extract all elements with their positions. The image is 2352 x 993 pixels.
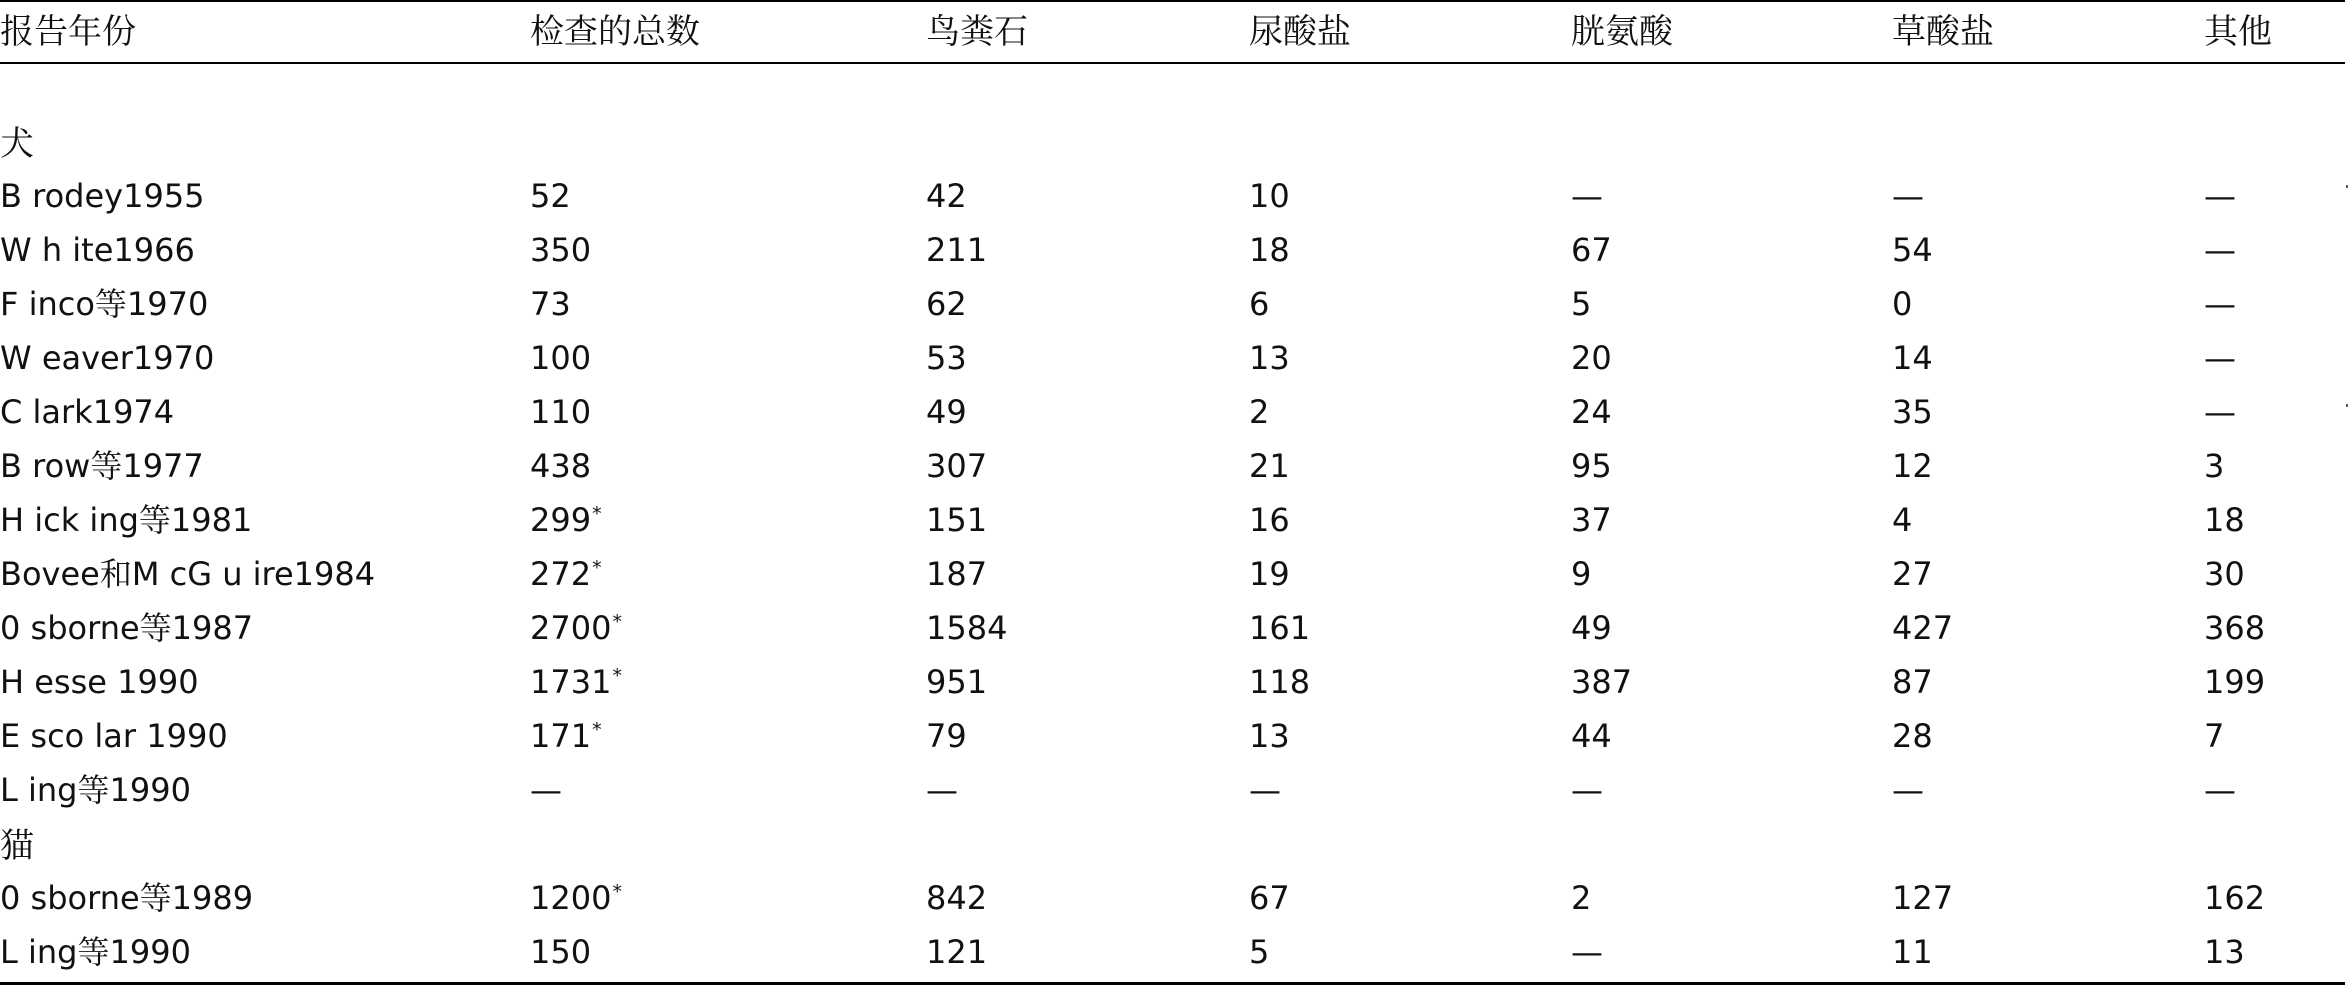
cell-cystine-text: — [1571,771,1603,809]
cell-oxalate-text: 11 [1892,933,1933,971]
cell-oxalate-text: 4 [1892,501,1913,539]
cell-other [2204,662,2265,702]
cell-report [0,554,375,594]
cell-urate-text: 6 [1249,285,1270,323]
cell-cystine-text: 67 [1571,231,1612,269]
cell-total-text: 100 [530,339,592,377]
cell-report [0,500,252,540]
table-top-rule [0,0,2345,2]
cell-urate-text: 18 [1249,231,1290,269]
header-cystine: 胱氨酸 [1571,12,1673,52]
cell-urate [1249,716,1290,756]
footnote-asterisk: * [592,503,602,525]
cell-total [530,392,592,432]
cell-struvite-text: 121 [926,933,988,971]
cell-struvite [926,878,987,918]
cell-urate [1249,662,1310,702]
cell-cystine-text: 387 [1571,663,1633,701]
cell-report [0,770,191,810]
cell-report [0,392,174,432]
cell-struvite [926,662,987,702]
cell-total [530,716,602,756]
cell-report-text: 0 sborne等1989 [0,879,254,917]
cell-urate [1249,608,1310,648]
cell-oxalate [1892,662,1933,702]
cell-struvite [926,500,987,540]
cell-total-text: 272 [530,555,592,593]
cell-report-text: H esse 1990 [0,663,199,701]
cell-total [530,284,572,324]
cell-cystine [1571,770,1603,810]
cell-total [530,230,592,270]
cell-total [530,608,622,648]
cell-oxalate [1892,608,1953,648]
cell-cystine [1571,878,1591,918]
cell-other [2204,932,2245,972]
cell-oxalate-text: — [1892,771,1924,809]
cell-urate-text: — [1249,771,1281,809]
cell-total-text: 350 [530,231,592,269]
cell-total-text: 150 [530,933,592,971]
cell-report [0,338,214,378]
cell-cystine [1571,230,1612,270]
cell-oxalate [1892,284,1912,324]
cell-total-text: 73 [530,285,571,323]
cell-report-text: B row等1977 [0,447,204,485]
cell-other-text: 7 [2204,717,2225,755]
header-rule [0,62,2345,64]
cell-report [0,446,204,486]
header-other: 其他 [2204,12,2272,52]
cell-cystine [1571,446,1612,486]
cell-other-text: 3 [2204,447,2225,485]
cell-report-text: B rodey1955 [0,177,205,215]
cell-report-text: L ing等1990 [0,933,191,971]
cell-oxalate [1892,554,1933,594]
cell-other [2204,554,2245,594]
cell-urate-text: 5 [1249,933,1270,971]
cell-other [2204,878,2265,918]
cell-oxalate-text: 28 [1892,717,1933,755]
cell-struvite-text: 307 [926,447,988,485]
cell-struvite-text: 49 [926,393,967,431]
cell-urate-text: 118 [1249,663,1311,701]
cell-other-text: — [2204,339,2236,377]
cell-cystine-text: 44 [1571,717,1612,755]
cell-oxalate-text: 35 [1892,393,1933,431]
cell-total-text: 1200 [530,879,612,917]
cell-report [0,284,208,324]
cell-other-text: 199 [2204,663,2266,701]
cell-total [530,770,563,810]
cell-oxalate [1892,770,1924,810]
cell-urate-text: 13 [1249,717,1290,755]
section-label: 猫 [0,826,34,866]
cell-total [530,878,622,918]
cell-total [530,176,572,216]
cell-oxalate [1892,500,1912,540]
cell-cystine [1571,176,1603,216]
cell-struvite [926,716,967,756]
cell-struvite [926,554,987,594]
cell-report [0,716,228,756]
header-report-year: 报告年份 [0,12,136,52]
cell-report-text: Bovee和M cG u ire1984 [0,555,376,593]
cell-total-text: 438 [530,447,592,485]
cell-total [530,662,622,702]
cell-struvite-text: 151 [926,501,988,539]
cell-urate-text: 67 [1249,879,1290,917]
cell-report-text: 0 sborne等1987 [0,609,254,647]
cell-struvite [926,446,987,486]
cell-other-text: — [2204,177,2236,215]
cell-report-text: F inco等1970 [0,285,209,323]
cell-oxalate [1892,230,1933,270]
cell-other-text: — [2204,231,2236,269]
cell-struvite [926,284,967,324]
cell-total [530,338,592,378]
cell-report [0,608,253,648]
cell-urate [1249,554,1290,594]
cell-oxalate-text: 27 [1892,555,1933,593]
cell-other [2204,500,2245,540]
cell-other [2204,284,2236,324]
footnote-asterisk: * [612,665,622,687]
cell-oxalate [1892,878,1953,918]
cell-total-text: 299 [530,501,592,539]
section-label: 犬 [0,124,34,164]
cell-struvite-text: 211 [926,231,988,269]
cell-cystine-text: 9 [1571,555,1592,593]
cell-other-text: 13 [2204,933,2245,971]
cell-cystine [1571,662,1632,702]
cell-oxalate-text: 87 [1892,663,1933,701]
cell-cystine-text: 5 [1571,285,1592,323]
cell-struvite-text: 62 [926,285,967,323]
cell-report [0,230,195,270]
cell-total [530,446,592,486]
cell-report [0,878,253,918]
cell-urate [1249,392,1269,432]
cell-cystine [1571,608,1612,648]
cell-cystine [1571,716,1612,756]
header-urate: 尿酸盐 [1249,12,1351,52]
cell-other-text: — [2204,285,2236,323]
cell-urate [1249,230,1290,270]
cell-urate [1249,446,1290,486]
cell-other [2204,770,2236,810]
cell-struvite-text: 42 [926,177,967,215]
cell-struvite [926,338,967,378]
cell-urate [1249,878,1290,918]
cell-other [2204,176,2236,216]
cell-report-text: H ick ing等1981 [0,501,253,539]
cell-total [530,932,592,972]
cell-oxalate [1892,716,1933,756]
cell-struvite [926,608,1007,648]
footnote-asterisk: * [592,719,602,741]
cell-report-text: E sco lar 1990 [0,717,228,755]
cell-report-text: C lark1974 [0,393,175,431]
cell-oxalate [1892,392,1933,432]
cell-oxalate-text: 54 [1892,231,1933,269]
cell-report-text: L ing等1990 [0,771,191,809]
header-struvite: 鸟粪石 [926,12,1028,52]
cell-struvite-text: 79 [926,717,967,755]
header-total-examined: 检查的总数 [530,12,700,52]
cell-cystine-text: 20 [1571,339,1612,377]
cell-cystine-text: 37 [1571,501,1612,539]
cell-urate-text: 16 [1249,501,1290,539]
footnote-asterisk: * [612,881,622,903]
cell-other-text: 18 [2204,501,2245,539]
cell-other-text: — [2204,393,2236,431]
cell-oxalate-text: 0 [1892,285,1913,323]
cell-other [2204,446,2224,486]
cell-cystine [1571,284,1591,324]
cell-other [2204,608,2265,648]
cell-struvite [926,932,987,972]
cell-total [530,554,602,594]
cell-struvite [926,392,967,432]
cell-other [2204,716,2224,756]
footnote-asterisk: * [612,611,622,633]
cell-oxalate [1892,338,1933,378]
cell-report-text: W eaver1970 [0,339,215,377]
cell-cystine-text: — [1571,933,1603,971]
cell-oxalate [1892,446,1933,486]
cell-oxalate [1892,932,1933,972]
cell-other [2204,230,2236,270]
cell-report [0,662,199,702]
header-oxalate: 草酸盐 [1892,12,1994,52]
cell-cystine [1571,338,1612,378]
cell-cystine-text: 49 [1571,609,1612,647]
margin-tick [2346,404,2348,407]
cell-other-text: 30 [2204,555,2245,593]
cell-struvite-text: 1584 [926,609,1008,647]
cell-cystine-text: 2 [1571,879,1592,917]
cell-total-text: 52 [530,177,571,215]
cell-oxalate-text: 127 [1892,879,1954,917]
cell-urate [1249,176,1290,216]
cell-urate [1249,338,1290,378]
cell-report [0,176,205,216]
cell-cystine [1571,554,1591,594]
cell-struvite-text: 951 [926,663,988,701]
cell-cystine [1571,932,1603,972]
cell-cystine-text: — [1571,177,1603,215]
cell-urate [1249,500,1290,540]
cell-struvite-text: 187 [926,555,988,593]
cell-total [530,500,602,540]
margin-tick [2346,185,2348,188]
cell-urate [1249,770,1281,810]
table-bottom-rule [0,982,2345,985]
footnote-asterisk: * [592,557,602,579]
cell-cystine [1571,500,1612,540]
cell-struvite [926,176,967,216]
cell-struvite-text: 53 [926,339,967,377]
cell-oxalate-text: 12 [1892,447,1933,485]
cell-other [2204,392,2236,432]
cell-total-text: 110 [530,393,592,431]
cell-report-text: W h ite1966 [0,231,195,269]
cell-urate [1249,932,1269,972]
cell-other-text: — [2204,771,2236,809]
cell-other [2204,338,2236,378]
cell-other-text: 368 [2204,609,2266,647]
cell-total-text: 1731 [530,663,612,701]
cell-urate-text: 10 [1249,177,1290,215]
cell-cystine-text: 24 [1571,393,1612,431]
cell-struvite [926,770,958,810]
cell-cystine [1571,392,1612,432]
cell-struvite-text: — [926,771,958,809]
cell-oxalate-text: 427 [1892,609,1954,647]
cell-urate-text: 13 [1249,339,1290,377]
cell-urate-text: 161 [1249,609,1311,647]
cell-urate [1249,284,1269,324]
cell-total-text: 171 [530,717,592,755]
cell-oxalate-text: 14 [1892,339,1933,377]
cell-cystine-text: 95 [1571,447,1612,485]
cell-struvite [926,230,987,270]
cell-total-text: 2700 [530,609,612,647]
cell-urate-text: 21 [1249,447,1290,485]
cell-report [0,932,191,972]
cell-oxalate-text: — [1892,177,1924,215]
cell-struvite-text: 842 [926,879,988,917]
cell-other-text: 162 [2204,879,2266,917]
cell-oxalate [1892,176,1924,216]
cell-urate-text: 19 [1249,555,1290,593]
cell-urate-text: 2 [1249,393,1270,431]
cell-total-text: — [530,771,562,809]
